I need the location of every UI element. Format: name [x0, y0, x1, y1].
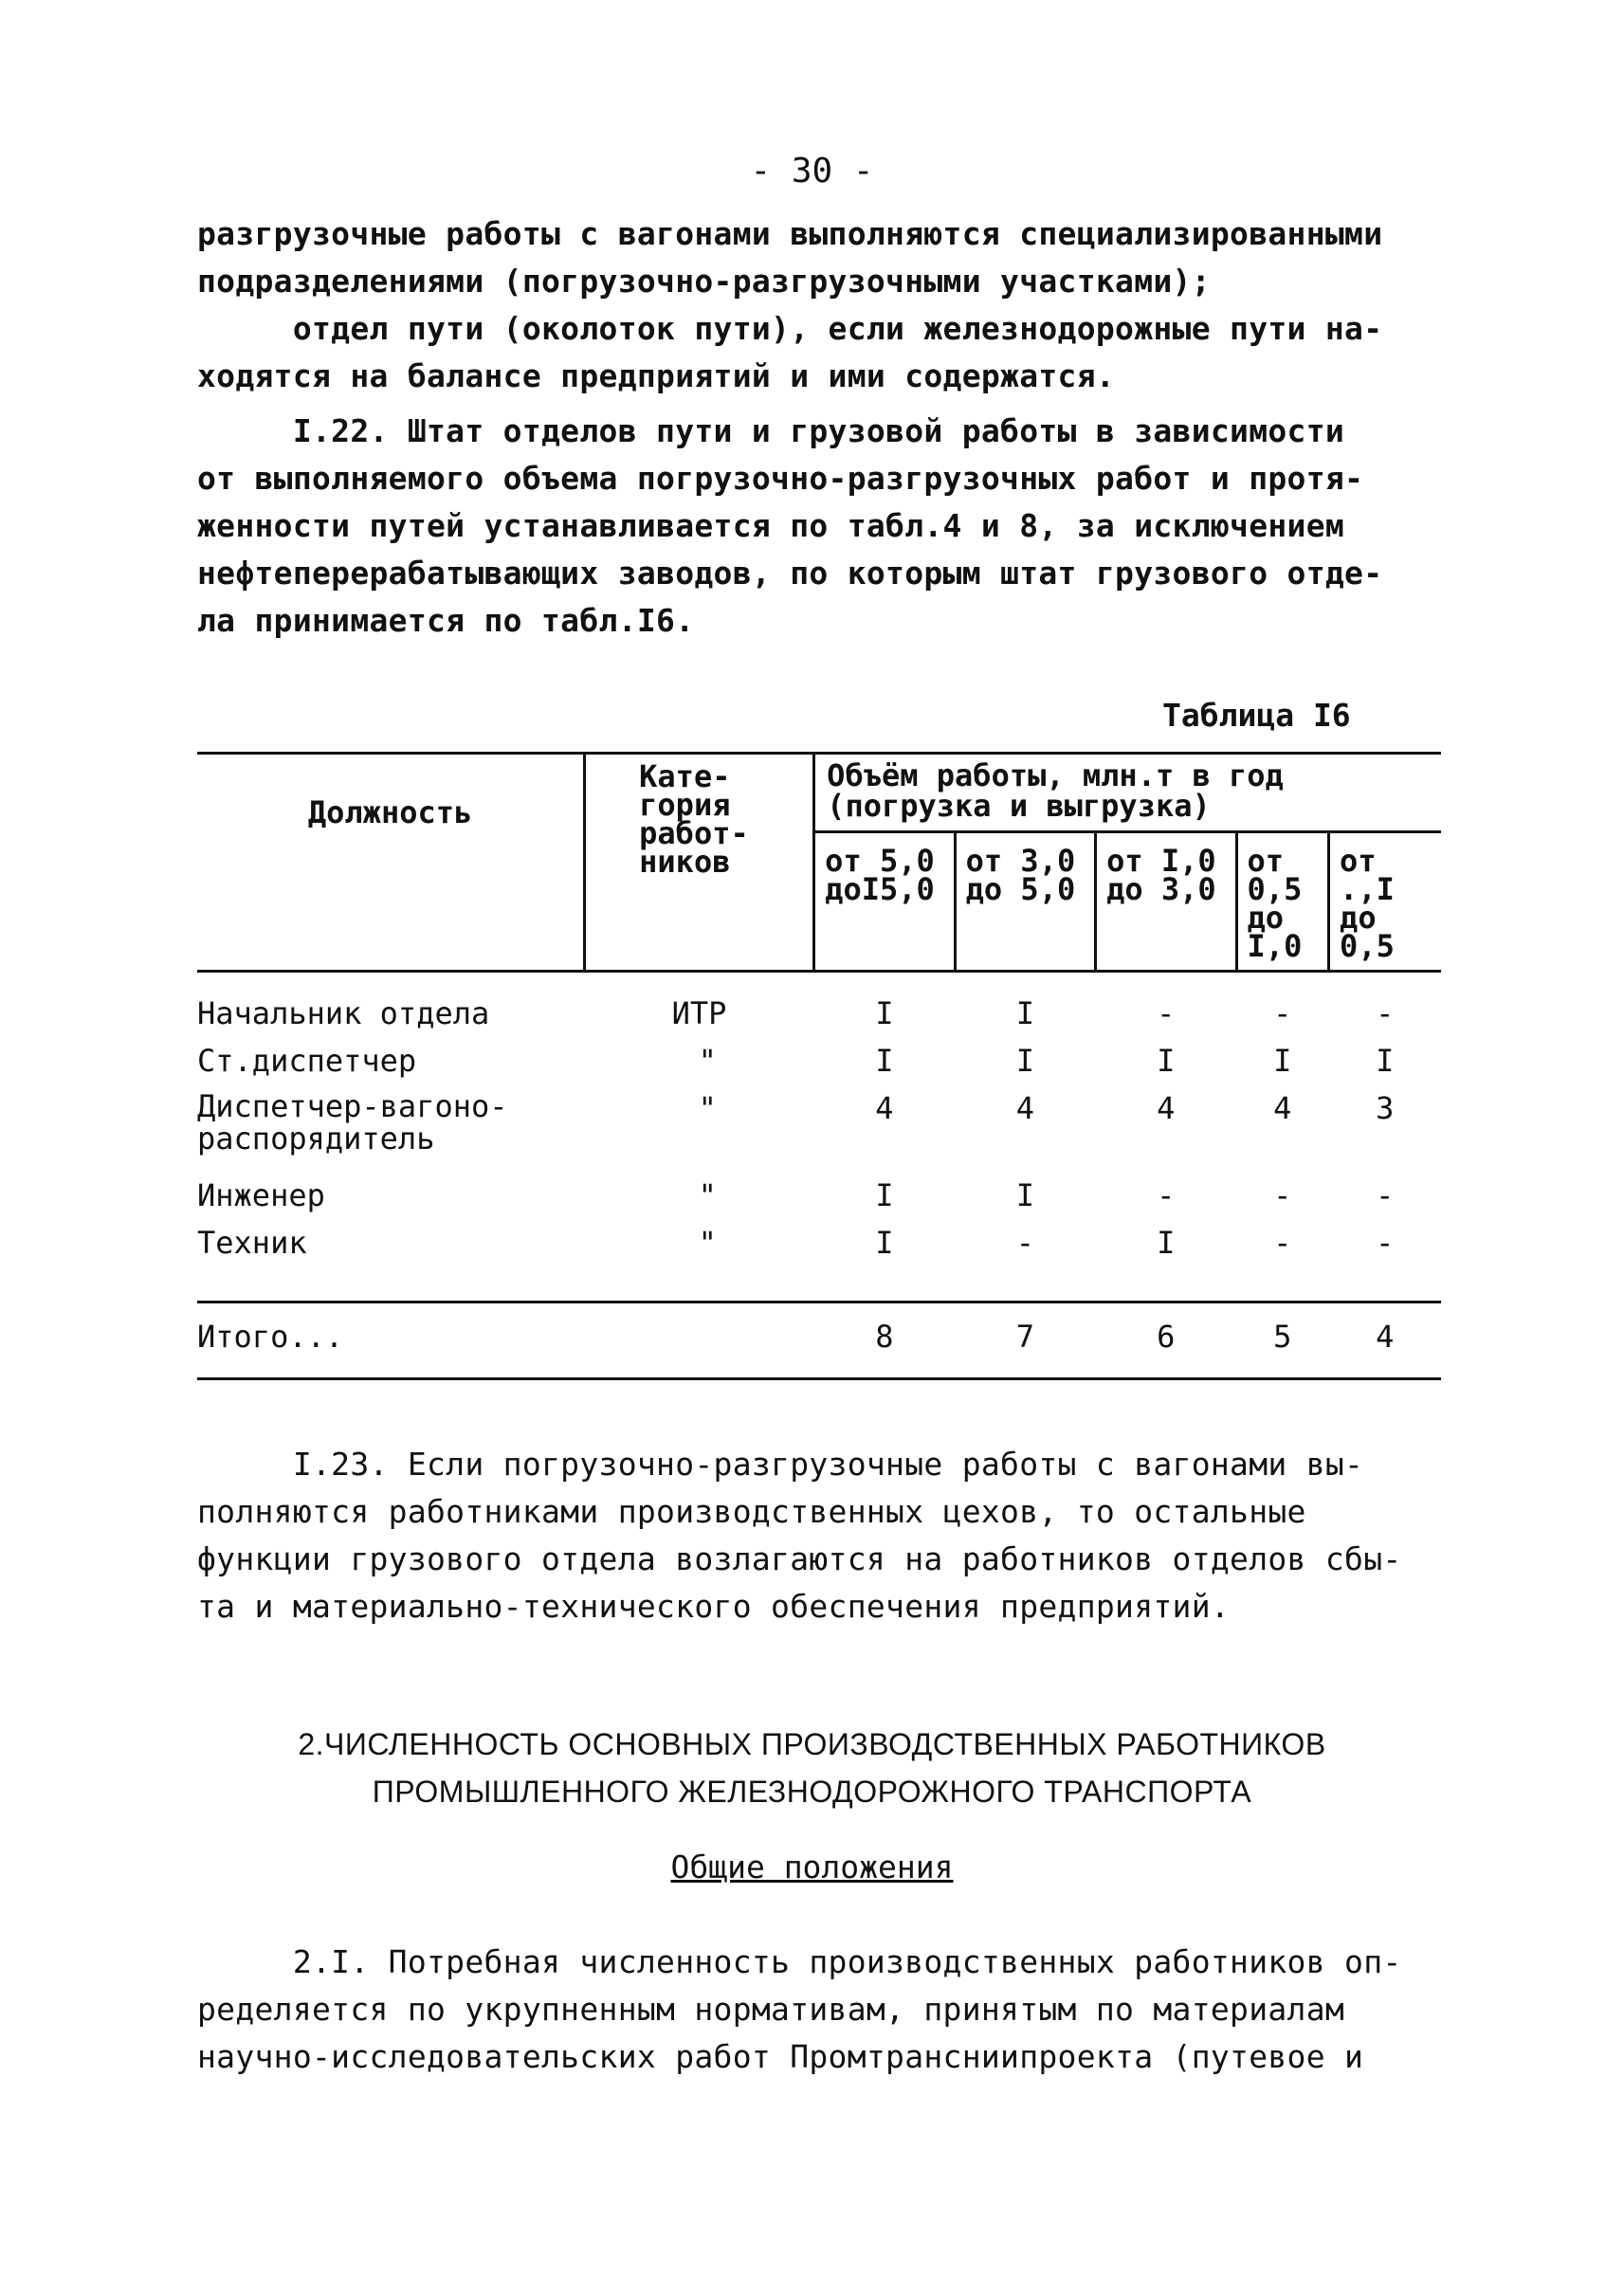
header-volume: Объём работы, млн.т в год (погрузка и выгрузка) — [814, 754, 1441, 832]
row-position: Диспетчер-вагоно- распорядитель — [197, 1088, 508, 1157]
row-value: - — [1157, 995, 1176, 1031]
row-value: I — [875, 995, 894, 1031]
row-value: I — [1376, 1043, 1395, 1079]
row-value: I — [1157, 1043, 1176, 1079]
row-value: - — [1273, 1177, 1292, 1213]
text-line: ределяется по укрупненным нормативам, принятым по материалам — [197, 1991, 1345, 2028]
text-line: I.23. Если погрузочно-разгрузочные работы с вагонами вы- — [197, 1446, 1364, 1483]
text-line: научно-исследовательских работ Промтрансниипроекта (путевое и — [197, 2038, 1364, 2075]
header-range-4: от 0,5 до I,0 — [1236, 832, 1329, 972]
total-value: 5 — [1236, 1302, 1329, 1379]
text-line: нефтеперерабатывающих заводов, по которым штат грузового отде- — [197, 555, 1383, 592]
header-range-2: от 3,0 до 5,0 — [955, 832, 1095, 972]
row-value: 4 — [1157, 1090, 1176, 1126]
clause-1-23 — [197, 1441, 1430, 1630]
row-category: " — [698, 1177, 717, 1213]
total-value: 6 — [1096, 1302, 1236, 1379]
row-category: " — [698, 1043, 717, 1079]
text-line: ходятся на балансе предприятий и ими содержатся. — [197, 357, 1116, 394]
text-line: разгрузочные работы с вагонами выполняются специализированными — [197, 215, 1383, 252]
header-range-5: от .,I до 0,5 — [1329, 832, 1441, 972]
row-value: - — [1376, 1177, 1395, 1213]
clause-2-1 — [197, 1939, 1430, 2081]
row-value: I — [1157, 1225, 1176, 1261]
text-line: женности путей устанавливается по табл.4 и 8, за исключением — [197, 507, 1345, 544]
row-value: 4 — [875, 1090, 894, 1126]
table-row — [197, 1225, 1441, 1302]
text-line: функции грузового отдела возлагаются на работников отделов сбы- — [197, 1540, 1402, 1577]
row-position: Начальник отдела — [197, 995, 490, 1031]
table-row — [197, 1043, 1441, 1090]
row-value: I — [1015, 1177, 1034, 1213]
row-value: 4 — [1015, 1090, 1034, 1126]
row-value: 3 — [1376, 1090, 1395, 1126]
clause-1-22 — [197, 408, 1430, 645]
total-value: 7 — [955, 1302, 1095, 1379]
text-line: полняются работниками производственных цехов, то остальные — [197, 1493, 1306, 1530]
row-position: Инженер — [197, 1177, 325, 1213]
text-line: отдел пути (околоток пути), если железнодорожные пути на- — [197, 310, 1383, 347]
text-line: ла принимается по табл.I6. — [197, 602, 695, 639]
header-position: Должность — [197, 754, 585, 972]
total-value: 4 — [1329, 1302, 1441, 1379]
text-line: 2.I. Потребная численность производственных работников оп- — [197, 1943, 1402, 1980]
section-title-line-2: ПРОМЫШЛЕННОГО ЖЕЛЕЗНОДОРОЖНОГО ТРАНСПОРТА — [372, 1775, 1252, 1809]
text-line: подразделениями (погрузочно-разгрузочными участками); — [197, 263, 1211, 300]
table-total-row — [197, 1302, 1441, 1379]
total-value: 8 — [814, 1302, 955, 1379]
text-line: от выполняемого объема погрузочно-разгрузочных работ и протя- — [197, 460, 1364, 497]
row-value: - — [1273, 995, 1292, 1031]
section-title-line-1: 2.ЧИСЛЕННОСТЬ ОСНОВНЫХ ПРОИЗВОДСТВЕННЫХ РАБОТНИКОВ — [298, 1727, 1326, 1761]
row-value: - — [1157, 1177, 1176, 1213]
staff-table — [197, 752, 1441, 1380]
text-line: I.22. Штат отделов пути и грузовой работы в зависимости — [197, 412, 1345, 449]
page-number: - 30 - — [750, 152, 874, 191]
header-range-1: от 5,0 доI5,0 — [814, 832, 955, 972]
total-label: Итого... — [197, 1302, 585, 1379]
row-value: I — [1015, 995, 1034, 1031]
row-category: ИТР — [671, 995, 727, 1031]
staff-table-wrapper — [197, 752, 1441, 1380]
subheading: Общие положения — [670, 1849, 954, 1885]
intro-paragraph — [197, 210, 1430, 400]
table-row — [197, 1177, 1441, 1225]
row-position: Техник — [197, 1225, 307, 1261]
row-value: I — [875, 1177, 894, 1213]
row-category: " — [698, 1225, 717, 1261]
total-category-empty — [585, 1302, 814, 1379]
row-value: I — [875, 1043, 894, 1079]
table-caption: Таблица I6 — [1162, 697, 1351, 734]
row-value: - — [1015, 1225, 1034, 1261]
row-position: Ст.диспетчер — [197, 1043, 417, 1079]
row-value: 4 — [1273, 1090, 1292, 1126]
row-value: I — [875, 1225, 894, 1261]
header-category: Кате- гория работ- ников — [585, 754, 814, 972]
table-row — [197, 1090, 1441, 1177]
header-range-3: от I,0 до 3,0 — [1096, 832, 1236, 972]
row-value: I — [1273, 1043, 1292, 1079]
table-row — [197, 972, 1441, 1044]
row-value: - — [1376, 1225, 1395, 1261]
row-value: - — [1376, 995, 1395, 1031]
text-line: та и материально-технического обеспечения предприятий. — [197, 1588, 1231, 1625]
row-category: " — [698, 1090, 717, 1126]
row-value: I — [1015, 1043, 1034, 1079]
row-value: - — [1273, 1225, 1292, 1261]
